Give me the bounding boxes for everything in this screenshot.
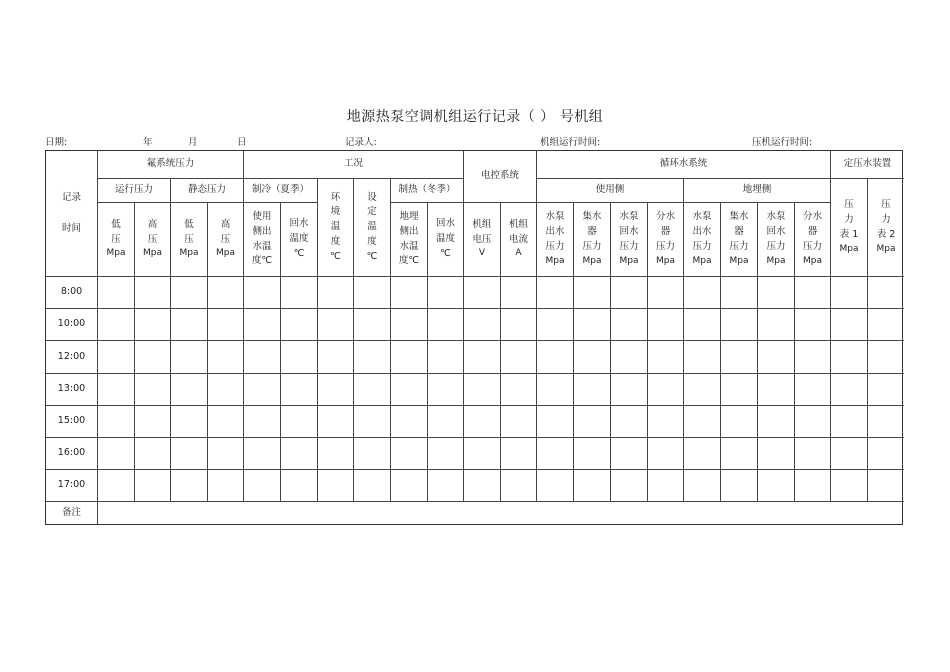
entry-cell[interactable] bbox=[831, 277, 868, 309]
year-label: 年 bbox=[143, 137, 153, 148]
time-cell: 16:00 bbox=[46, 438, 98, 470]
entry-cell[interactable] bbox=[648, 309, 684, 341]
entry-cell[interactable] bbox=[428, 309, 464, 341]
entry-cell[interactable] bbox=[868, 277, 904, 309]
entry-cell[interactable] bbox=[831, 470, 868, 502]
use-pump-return-header: 水泵 回水 压力 Mpa bbox=[611, 203, 648, 277]
entry-cell[interactable] bbox=[574, 438, 611, 470]
entry-cell[interactable] bbox=[281, 309, 318, 341]
entry-cell[interactable] bbox=[281, 374, 318, 406]
table-row bbox=[46, 309, 904, 341]
entry-cell[interactable] bbox=[684, 438, 721, 470]
entry-cell[interactable] bbox=[721, 277, 758, 309]
entry-cell[interactable] bbox=[831, 374, 868, 406]
entry-cell[interactable] bbox=[501, 277, 537, 309]
unit-current-header: 机组 电流 A bbox=[501, 203, 537, 277]
entry-cell[interactable] bbox=[281, 341, 318, 373]
freon-header: 氟系统压力 bbox=[98, 151, 244, 179]
entry-cell[interactable] bbox=[208, 406, 244, 438]
entry-cell[interactable] bbox=[171, 341, 208, 373]
entry-cell[interactable] bbox=[135, 374, 171, 406]
entry-cell[interactable] bbox=[501, 438, 537, 470]
table-row bbox=[46, 341, 904, 373]
ambient-temp-header: 环 境 温 度 ℃ bbox=[318, 179, 354, 277]
entry-cell[interactable] bbox=[244, 309, 281, 341]
time-cell: 8:00 bbox=[46, 277, 98, 309]
running-high-header: 高 压 Mpa bbox=[135, 203, 171, 277]
entry-cell[interactable] bbox=[318, 309, 354, 341]
time-cell: 13:00 bbox=[46, 374, 98, 406]
entry-cell[interactable] bbox=[648, 470, 684, 502]
entry-cell[interactable] bbox=[135, 470, 171, 502]
entry-cell[interactable] bbox=[758, 309, 795, 341]
unit-runtime-label: 机组运行时间: bbox=[540, 137, 601, 148]
entry-cell[interactable] bbox=[281, 470, 318, 502]
record-time-header: 记录 时间 bbox=[46, 151, 98, 277]
entry-cell[interactable] bbox=[721, 438, 758, 470]
entry-cell[interactable] bbox=[611, 406, 648, 438]
entry-cell[interactable] bbox=[501, 309, 537, 341]
entry-cell[interactable] bbox=[171, 309, 208, 341]
time-cell: 17:00 bbox=[46, 470, 98, 502]
entry-cell[interactable] bbox=[574, 277, 611, 309]
heating-supply-temp-header: 地埋 侧出 水温 度℃ bbox=[391, 203, 428, 277]
entry-cell[interactable] bbox=[868, 470, 904, 502]
entry-cell[interactable] bbox=[135, 309, 171, 341]
table-row bbox=[46, 438, 904, 470]
entry-cell[interactable] bbox=[501, 341, 537, 373]
remarks-cell[interactable] bbox=[98, 502, 904, 523]
entry-cell[interactable] bbox=[428, 374, 464, 406]
heating-return-temp-header: 回水 温度 ℃ bbox=[428, 203, 464, 277]
entry-cell[interactable] bbox=[135, 406, 171, 438]
entry-cell[interactable] bbox=[244, 341, 281, 373]
entry-cell[interactable] bbox=[611, 309, 648, 341]
entry-cell[interactable] bbox=[244, 470, 281, 502]
entry-cell[interactable] bbox=[171, 406, 208, 438]
entry-cell[interactable] bbox=[98, 341, 135, 373]
entry-cell[interactable] bbox=[721, 406, 758, 438]
entry-cell[interactable] bbox=[574, 341, 611, 373]
entry-cell[interactable] bbox=[171, 438, 208, 470]
document-title: 地源热泵空调机组运行记录（ ） 号机组 bbox=[346, 109, 604, 125]
date-label: 日期: bbox=[45, 137, 68, 148]
work-condition-header: 工况 bbox=[244, 151, 464, 179]
entry-cell[interactable] bbox=[98, 406, 135, 438]
cooling-header: 制冷（夏季） bbox=[244, 179, 318, 203]
entry-cell[interactable] bbox=[721, 341, 758, 373]
entry-cell[interactable] bbox=[758, 341, 795, 373]
entry-cell[interactable] bbox=[795, 341, 831, 373]
entry-cell[interactable] bbox=[244, 277, 281, 309]
entry-cell[interactable] bbox=[611, 438, 648, 470]
static-pressure-header: 静态压力 bbox=[171, 179, 244, 203]
time-cell: 15:00 bbox=[46, 406, 98, 438]
entry-cell[interactable] bbox=[135, 277, 171, 309]
entry-cell[interactable] bbox=[208, 438, 244, 470]
remarks-label: 备注 bbox=[46, 502, 98, 523]
entry-cell[interactable] bbox=[537, 277, 574, 309]
month-label: 月 bbox=[188, 137, 198, 148]
entry-cell[interactable] bbox=[135, 438, 171, 470]
pressurization-header: 定压水装置 bbox=[831, 151, 904, 179]
entry-cell[interactable] bbox=[464, 341, 501, 373]
entry-cell[interactable] bbox=[537, 374, 574, 406]
entry-cell[interactable] bbox=[721, 374, 758, 406]
entry-cell[interactable] bbox=[281, 406, 318, 438]
entry-cell[interactable] bbox=[98, 470, 135, 502]
entry-cell[interactable] bbox=[281, 277, 318, 309]
entry-cell[interactable] bbox=[98, 374, 135, 406]
entry-cell[interactable] bbox=[464, 406, 501, 438]
entry-cell[interactable] bbox=[868, 438, 904, 470]
entry-cell[interactable] bbox=[391, 374, 428, 406]
compressor-runtime-label: 压机运行时间: bbox=[752, 137, 813, 148]
entry-cell[interactable] bbox=[354, 470, 391, 502]
entry-cell[interactable] bbox=[318, 438, 354, 470]
entry-cell[interactable] bbox=[318, 406, 354, 438]
ground-pump-return-header: 水泵 回水 压力 Mpa bbox=[758, 203, 795, 277]
entry-cell[interactable] bbox=[648, 438, 684, 470]
table-row bbox=[46, 406, 904, 438]
entry-cell[interactable] bbox=[428, 406, 464, 438]
entry-cell[interactable] bbox=[868, 406, 904, 438]
entry-cell[interactable] bbox=[648, 406, 684, 438]
entry-cell[interactable] bbox=[501, 470, 537, 502]
running-pressure-header: 运行压力 bbox=[98, 179, 171, 203]
entry-cell[interactable] bbox=[868, 374, 904, 406]
entry-cell[interactable] bbox=[684, 277, 721, 309]
entry-cell[interactable] bbox=[501, 374, 537, 406]
entry-cell[interactable] bbox=[354, 309, 391, 341]
entry-cell[interactable] bbox=[611, 277, 648, 309]
entry-cell[interactable] bbox=[501, 406, 537, 438]
entry-cell[interactable] bbox=[831, 309, 868, 341]
entry-cell[interactable] bbox=[684, 406, 721, 438]
entry-cell[interactable] bbox=[208, 374, 244, 406]
use-pump-out-header: 水泵 出水 压力 Mpa bbox=[537, 203, 574, 277]
entry-cell[interactable] bbox=[868, 309, 904, 341]
day-label: 日 bbox=[237, 137, 247, 148]
entry-cell[interactable] bbox=[795, 374, 831, 406]
entry-cell[interactable] bbox=[354, 438, 391, 470]
entry-cell[interactable] bbox=[648, 277, 684, 309]
ground-pump-out-header: 水泵 出水 压力 Mpa bbox=[684, 203, 721, 277]
entry-cell[interactable] bbox=[684, 341, 721, 373]
entry-cell[interactable] bbox=[758, 406, 795, 438]
entry-cell[interactable] bbox=[208, 341, 244, 373]
entry-cell[interactable] bbox=[795, 277, 831, 309]
entry-cell[interactable] bbox=[391, 277, 428, 309]
static-low-header: 低 压 Mpa bbox=[171, 203, 208, 277]
entry-cell[interactable] bbox=[391, 309, 428, 341]
entry-cell[interactable] bbox=[244, 438, 281, 470]
entry-cell[interactable] bbox=[795, 470, 831, 502]
ground-distributor-header: 分水 器 压力 Mpa bbox=[795, 203, 831, 277]
entry-cell[interactable] bbox=[354, 374, 391, 406]
entry-cell[interactable] bbox=[648, 374, 684, 406]
entry-cell[interactable] bbox=[318, 277, 354, 309]
entry-cell[interactable] bbox=[758, 438, 795, 470]
entry-cell[interactable] bbox=[428, 341, 464, 373]
entry-cell[interactable] bbox=[574, 470, 611, 502]
entry-cell[interactable] bbox=[648, 341, 684, 373]
entry-cell[interactable] bbox=[537, 406, 574, 438]
entry-cell[interactable] bbox=[171, 374, 208, 406]
entry-cell[interactable] bbox=[98, 438, 135, 470]
ground-collector-header: 集水 器 压力 Mpa bbox=[721, 203, 758, 277]
entry-cell[interactable] bbox=[537, 309, 574, 341]
cooling-supply-temp-header: 使用 侧出 水温 度℃ bbox=[244, 203, 281, 277]
entry-cell[interactable] bbox=[611, 470, 648, 502]
table-row bbox=[46, 374, 904, 406]
entry-cell[interactable] bbox=[354, 277, 391, 309]
setpoint-temp-header: 设 定 温 度 ℃ bbox=[354, 179, 391, 277]
entry-cell[interactable] bbox=[831, 438, 868, 470]
entry-cell[interactable] bbox=[464, 374, 501, 406]
entry-cell[interactable] bbox=[244, 374, 281, 406]
entry-cell[interactable] bbox=[98, 277, 135, 309]
entry-cell[interactable] bbox=[464, 438, 501, 470]
entry-cell[interactable] bbox=[795, 406, 831, 438]
entry-cell[interactable] bbox=[537, 341, 574, 373]
entry-cell[interactable] bbox=[208, 309, 244, 341]
use-distributor-header: 分水 器 压力 Mpa bbox=[648, 203, 684, 277]
entry-cell[interactable] bbox=[391, 406, 428, 438]
entry-cell[interactable] bbox=[537, 438, 574, 470]
heating-header: 制热（冬季） bbox=[391, 179, 464, 203]
entry-cell[interactable] bbox=[391, 341, 428, 373]
entry-cell[interactable] bbox=[868, 341, 904, 373]
entry-cell[interactable] bbox=[391, 438, 428, 470]
entry-cell[interactable] bbox=[244, 406, 281, 438]
recorder-label: 记录人: bbox=[345, 137, 377, 148]
entry-cell[interactable] bbox=[574, 309, 611, 341]
unit-voltage-header: 机组 电压 V bbox=[464, 203, 501, 277]
entry-cell[interactable] bbox=[574, 406, 611, 438]
entry-cell[interactable] bbox=[611, 341, 648, 373]
time-cell: 12:00 bbox=[46, 341, 98, 373]
entry-cell[interactable] bbox=[171, 277, 208, 309]
gauge2-header: 压 力 表 2 Mpa bbox=[868, 179, 904, 277]
entry-cell[interactable] bbox=[318, 341, 354, 373]
entry-cell[interactable] bbox=[831, 406, 868, 438]
entry-cell[interactable] bbox=[464, 309, 501, 341]
circulation-header: 循环水系统 bbox=[537, 151, 831, 179]
entry-cell[interactable] bbox=[464, 470, 501, 502]
electric-header: 电控系统 bbox=[464, 151, 537, 203]
table-row bbox=[46, 470, 904, 502]
entry-cell[interactable] bbox=[684, 374, 721, 406]
static-high-header: 高 压 Mpa bbox=[208, 203, 244, 277]
use-collector-header: 集水 器 压力 Mpa bbox=[574, 203, 611, 277]
entry-cell[interactable] bbox=[574, 374, 611, 406]
entry-cell[interactable] bbox=[391, 470, 428, 502]
running-low-header: 低 压 Mpa bbox=[98, 203, 135, 277]
cooling-return-temp-header: 回水 温度 ℃ bbox=[281, 203, 318, 277]
entry-cell[interactable] bbox=[684, 309, 721, 341]
entry-cell[interactable] bbox=[721, 309, 758, 341]
time-cell: 10:00 bbox=[46, 309, 98, 341]
entry-cell[interactable] bbox=[721, 470, 758, 502]
use-side-header: 使用侧 bbox=[537, 179, 684, 203]
entry-cell[interactable] bbox=[758, 470, 795, 502]
entry-cell[interactable] bbox=[318, 374, 354, 406]
ground-side-header: 地埋侧 bbox=[684, 179, 831, 203]
entry-cell[interactable] bbox=[428, 277, 464, 309]
entry-cell[interactable] bbox=[428, 438, 464, 470]
entry-cell[interactable] bbox=[281, 438, 318, 470]
entry-cell[interactable] bbox=[428, 470, 464, 502]
entry-cell[interactable] bbox=[135, 341, 171, 373]
entry-cell[interactable] bbox=[537, 470, 574, 502]
entry-cell[interactable] bbox=[208, 277, 244, 309]
entry-cell[interactable] bbox=[318, 470, 354, 502]
table-row bbox=[46, 277, 904, 309]
entry-cell[interactable] bbox=[171, 470, 208, 502]
entry-cell[interactable] bbox=[795, 309, 831, 341]
entry-cell[interactable] bbox=[684, 470, 721, 502]
entry-cell[interactable] bbox=[611, 374, 648, 406]
record-table bbox=[45, 150, 903, 525]
gauge1-header: 压 力 表 1 Mpa bbox=[831, 179, 868, 277]
entry-cell[interactable] bbox=[831, 341, 868, 373]
entry-cell[interactable] bbox=[354, 406, 391, 438]
entry-cell[interactable] bbox=[208, 470, 244, 502]
entry-cell[interactable] bbox=[98, 309, 135, 341]
entry-cell[interactable] bbox=[354, 341, 391, 373]
entry-cell[interactable] bbox=[758, 277, 795, 309]
entry-cell[interactable] bbox=[758, 374, 795, 406]
entry-cell[interactable] bbox=[795, 438, 831, 470]
entry-cell[interactable] bbox=[464, 277, 501, 309]
